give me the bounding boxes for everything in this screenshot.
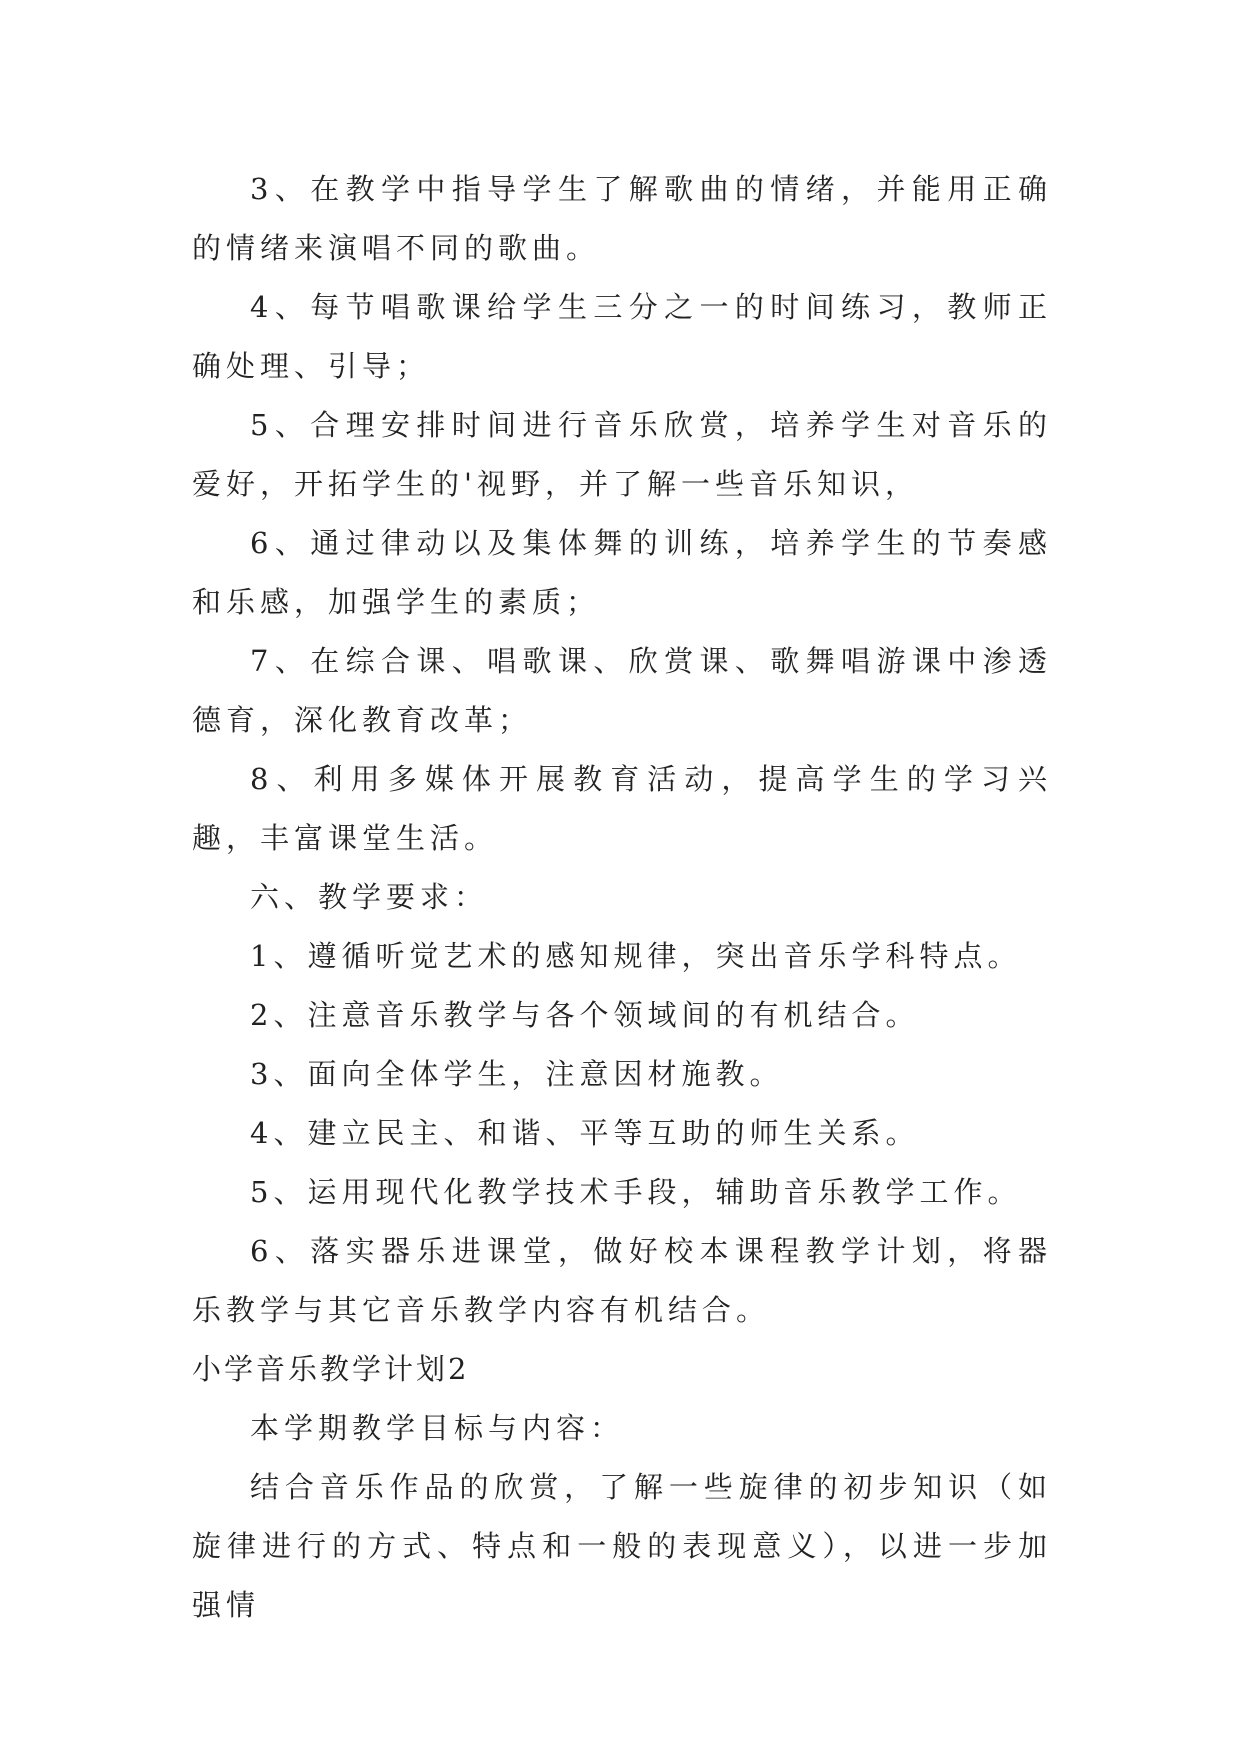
paragraph: 6、通过律动以及集体舞的训练，培养学生的节奏感和乐感，加强学生的素质； — [192, 526, 1052, 619]
paragraph: 3、在教学中指导学生了解歌曲的情绪，并能用正确的情绪来演唱不同的歌曲。 — [192, 172, 1052, 265]
document-body — [192, 160, 1052, 1635]
paragraph: 结合音乐作品的欣赏，了解一些旋律的初步知识（如旋律进行的方式、特点和一般的表现意义），以进一步加强情 — [192, 1470, 1052, 1622]
paragraph: 5、合理安排时间进行音乐欣赏，培养学生对音乐的爱好，开拓学生的'视野，并了解一些音乐知识， — [192, 408, 1052, 501]
paragraph: 7、在综合课、唱歌课、欣赏课、歌舞唱游课中渗透德育，深化教育改革； — [192, 644, 1052, 737]
paragraph: 8、利用多媒体开展教育活动，提高学生的学习兴趣，丰富课堂生活。 — [192, 762, 1052, 855]
paragraph: 3、面向全体学生，注意因材施教。 — [250, 1057, 784, 1091]
paragraph: 4、每节唱歌课给学生三分之一的时间练习，教师正确处理、引导； — [192, 290, 1052, 383]
paragraph: 2、注意音乐教学与各个领域间的有机结合。 — [250, 998, 920, 1032]
section-heading-requirements: 六、教学要求： — [250, 880, 489, 914]
paragraph: 4、建立民主、和谐、平等互助的师生关系。 — [250, 1116, 920, 1150]
paragraph: 6、落实器乐进课堂，做好校本课程教学计划，将器乐教学与其它音乐教学内容有机结合。 — [192, 1234, 1052, 1327]
paragraph: 本学期教学目标与内容： — [250, 1411, 625, 1445]
paragraph: 5、运用现代化教学技术手段，辅助音乐教学工作。 — [250, 1175, 1022, 1209]
section-title: 小学音乐教学计划2 — [192, 1352, 470, 1386]
paragraph: 1、遵循听觉艺术的感知规律，突出音乐学科特点。 — [250, 939, 1022, 973]
